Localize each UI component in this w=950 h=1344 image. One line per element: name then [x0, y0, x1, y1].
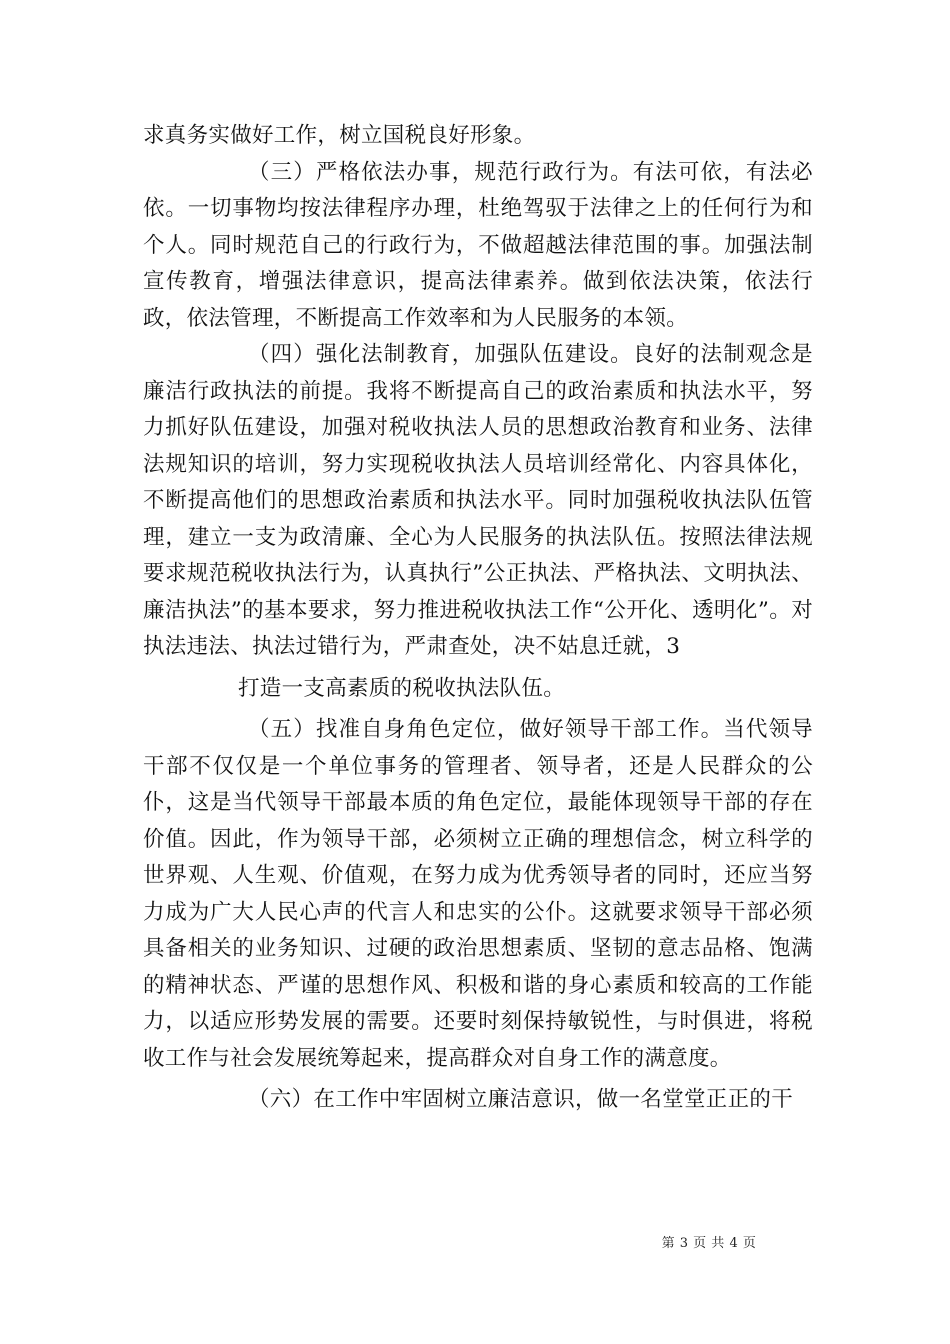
paragraph-section-5: （五）找准自身角色定位，做好领导干部工作。当代领导干部不仅仅是一个单位事务的管理者、领导者，还是人民群众的公仆，这是当代领导干部最本质的角色定位，最能体现领导干部的存在价值。因此，作为领导干部，必须树立正确的理想信念，树立科学的世界观、人生观、价值观，在努力成为优秀领导者的同时，还应当努力成为广大人民心声的代言人和忠实的公仆。这就要求领导干部必须具备相关的业务知识、过硬的政治思想素质、坚韧的意志品格、饱满的精神状态、严谨的思想作风、积极和谐的身心素质和较高的工作能力，以适应形势发展的需要。还要时刻保持敏锐性，与时俱进，将税收工作与社会发展统筹起来，提高群众对自身工作的满意度。: [143, 717, 813, 1071]
paragraph-section-3: （三）严格依法办事，规范行政行为。有法可依，有法必依。一切事物均按法律程序办理，杜绝驾驭于法律之上的任何行为和个人。同时规范自己的行政行为，不做超越法律范围的事。加强法制宣传教育，增强法律意识，提高法律素养。做到依法决策，依法行政，依法管理，不断提高工作效率和为人民服务的本领。: [143, 159, 813, 331]
page-footer: [0, 1232, 950, 1251]
paragraph-team-line: 打造一支高素质的税收执法队伍。: [238, 675, 566, 701]
page-number: 第 3 页 共 4 页: [661, 1236, 757, 1251]
paragraph-section-6: （六）在工作中牢固树立廉洁意识，做一名堂堂正正的干: [248, 1087, 794, 1112]
paragraph-section-4: （四）强化法制教育，加强队伍建设。良好的法制观念是廉洁行政执法的前提。我将不断提高自己的政治素质和执法水平，努力抓好队伍建设，加强对税收执法人员的思想政治教育和业务、法律法规知识的培训，努力实现税收执法人员培训经常化、内容具体化，不断提高他们的思想政治素质和执法水平。同时加强税收执法队伍管理，建立一支为政清廉、全心为人民服务的执法队伍。按照法律法规要求规范税收执法行为，认真执行”公正执法、严格执法、文明执法、廉洁执法”的基本要求，努力推进税收执法工作“公开化、透明化”。对执法违法、执法过错行为，严肃查处，决不姑息迁就，3: [143, 342, 813, 659]
paragraph-continuation: 求真务实做好工作，树立国税良好形象。: [143, 123, 536, 148]
document-body: [143, 118, 813, 1119]
